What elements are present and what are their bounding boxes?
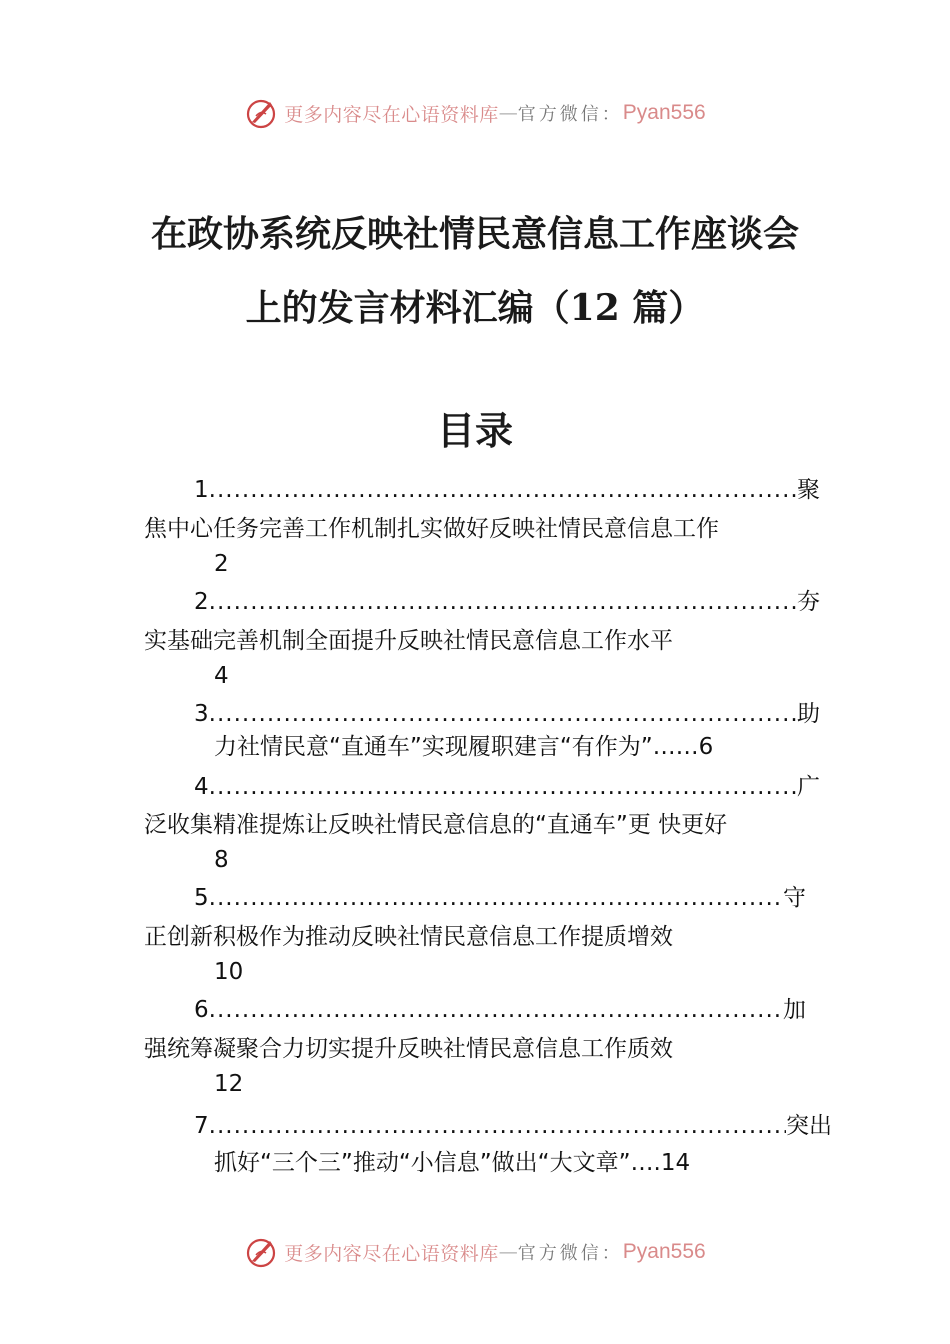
watermark-footer [0, 1232, 950, 1272]
toc-entry-1-page: 2 [214, 551, 229, 577]
toc-entry-number: 4 [194, 774, 209, 800]
toc-entry-first-char: 广 [797, 774, 820, 800]
toc-entry-first-char: 夯 [797, 589, 820, 615]
toc-entry-1-text: 焦中心任务完善工作机制扎实做好反映社情民意信息工作 [144, 516, 719, 542]
toc-leader-dots [209, 587, 797, 617]
toc-entry-6-lead[interactable] [194, 995, 806, 1025]
toc-entry-4-text: 泛收集精准提炼让反映社情民意信息的“直通车”更 快更好 [144, 812, 728, 838]
toc-heading: 目录 [436, 408, 513, 453]
toc-entry-5-lead[interactable] [194, 883, 806, 913]
toc-leader-dots [209, 772, 797, 802]
toc-entry-first-char: 突出 [786, 1113, 832, 1139]
toc-entry-5-page: 10 [214, 959, 244, 985]
quill-logo-icon [244, 96, 278, 130]
watermark-label: 官方微信： [517, 1243, 623, 1264]
toc-entry-7-lead[interactable] [194, 1111, 832, 1141]
toc-leader-dots [209, 995, 783, 1025]
toc-entry-4-lead[interactable] [194, 772, 820, 802]
toc-entry-number: 5 [194, 885, 209, 911]
toc-entry-2-page: 4 [214, 663, 229, 689]
toc-entry-number: 2 [194, 589, 209, 615]
toc-leader-dots [209, 1111, 786, 1141]
toc-entry-5-text: 正创新积极作为推动反映社情民意信息工作提质增效 [144, 924, 673, 950]
toc-entry-7-text: 抓好“三个三”推动“小信息”做出“大文章”…. [214, 1150, 661, 1176]
toc-entry-first-char: 守 [783, 885, 806, 911]
toc-entry-3-line [214, 732, 713, 762]
watermark-header [0, 93, 950, 133]
toc-entry-number: 7 [194, 1113, 209, 1139]
watermark-separator: — [498, 102, 518, 124]
toc-entry-number: 1 [194, 477, 209, 503]
toc-entry-first-char: 加 [783, 997, 806, 1023]
toc-entry-6-page: 12 [214, 1071, 244, 1097]
watermark-id: Pyan556 [622, 1240, 706, 1263]
document-title-line2: 上的发言材料汇编（12 篇） [245, 287, 705, 329]
toc-leader-dots [209, 475, 797, 505]
toc-entry-first-char: 聚 [797, 477, 820, 503]
toc-entry-2-lead[interactable] [194, 587, 820, 617]
toc-entry-1-lead[interactable] [194, 475, 820, 505]
watermark-separator: — [498, 1241, 518, 1263]
toc-entry-3-page: 6 [698, 734, 714, 760]
toc-entry-7-line [214, 1148, 690, 1178]
toc-entry-4-page: 8 [214, 847, 229, 873]
watermark-label: 官方微信： [517, 104, 623, 125]
toc-entry-7-page: 14 [660, 1150, 691, 1176]
watermark-text: 更多内容尽在心语资料库 [284, 103, 499, 126]
watermark-id: Pyan556 [622, 101, 706, 124]
toc-entry-first-char: 助 [797, 701, 820, 727]
toc-entry-3-lead[interactable] [194, 699, 820, 729]
toc-entry-number: 3 [194, 701, 209, 727]
document-title-line1: 在政协系统反映社情民意信息工作座谈会 [150, 213, 799, 255]
toc-leader-dots [209, 883, 783, 913]
watermark-text: 更多内容尽在心语资料库 [284, 1242, 499, 1265]
quill-logo-icon [244, 1235, 278, 1269]
toc-leader-dots [209, 699, 797, 729]
toc-entry-number: 6 [194, 997, 209, 1023]
toc-entry-2-text: 实基础完善机制全面提升反映社情民意信息工作水平 [144, 628, 673, 654]
toc-entry-3-text: 力社情民意“直通车”实现履职建言“有作为”…… [214, 734, 699, 760]
toc-entry-6-text: 强统筹凝聚合力切实提升反映社情民意信息工作质效 [144, 1036, 673, 1062]
